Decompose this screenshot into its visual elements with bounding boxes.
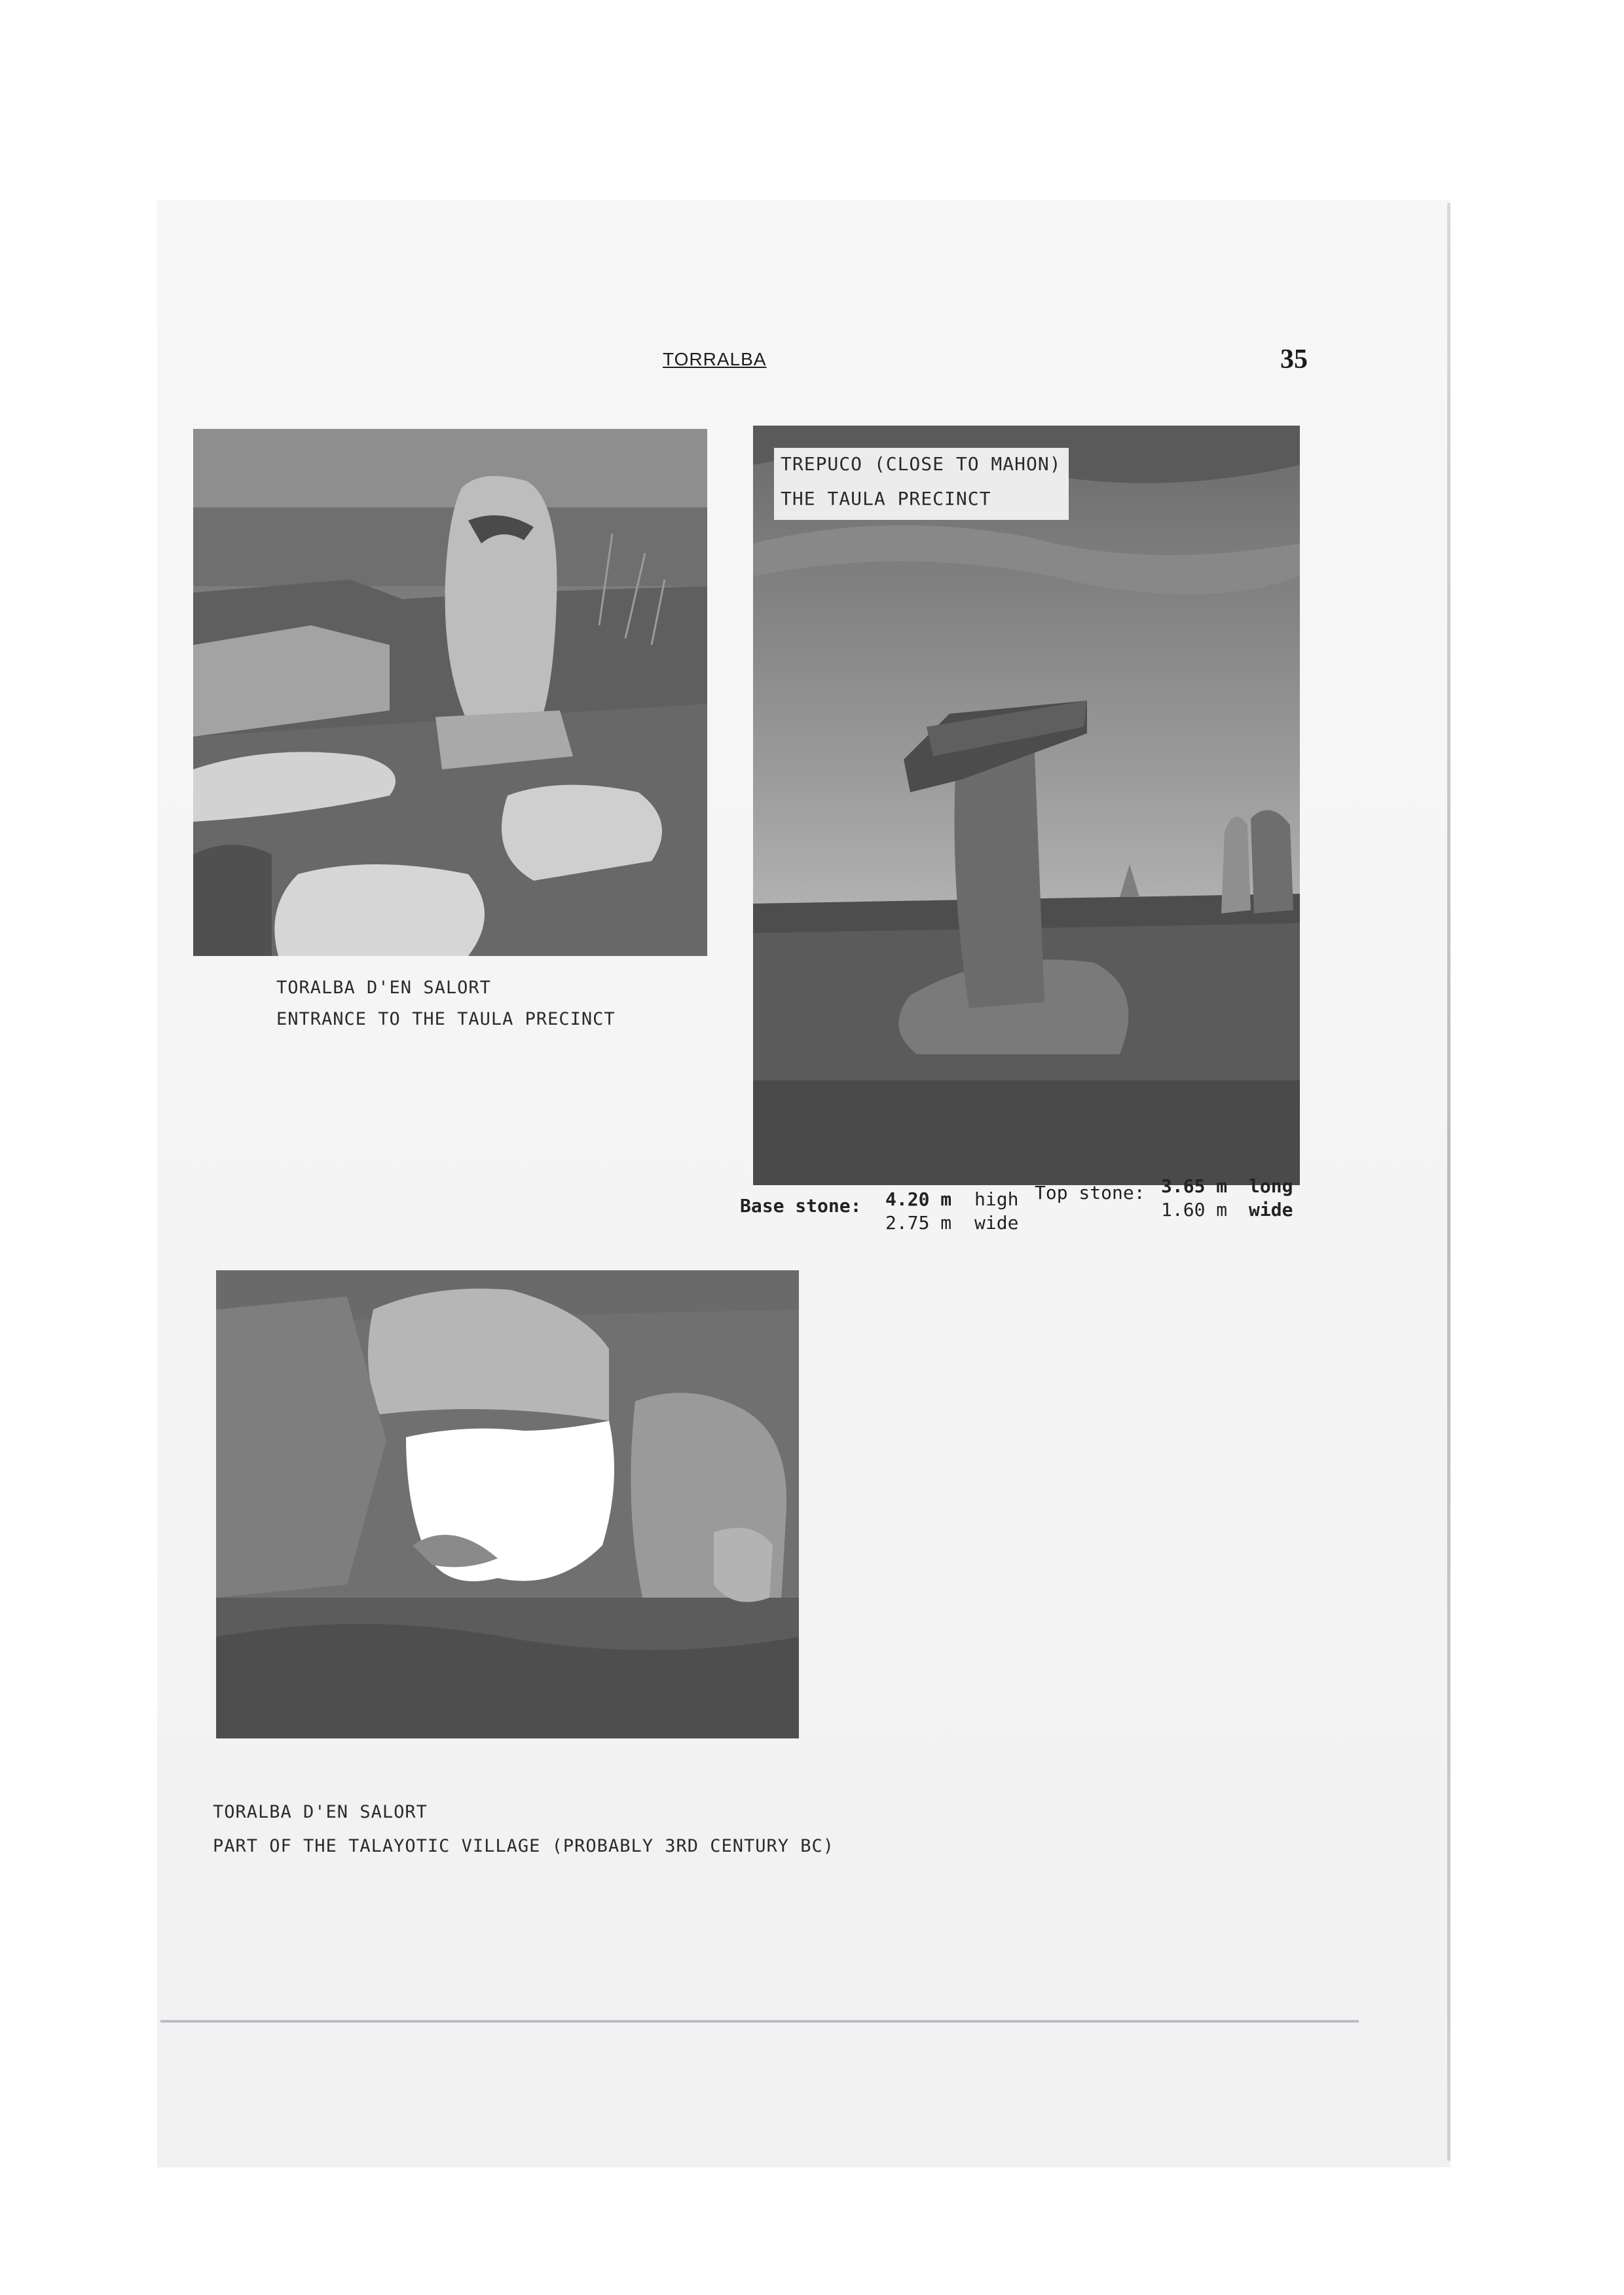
- photo-taula-entrance: [193, 429, 707, 956]
- base-stone-label: Base stone:: [740, 1195, 862, 1217]
- base-stone-width-unit: wide: [974, 1212, 1019, 1234]
- caption-bottom-line2: PART OF THE TALAYOTIC VILLAGE (PROBABLY 3RD CENTURY BC): [213, 1836, 835, 1856]
- photo-label-line2: THE TAULA PRECINCT: [781, 488, 991, 509]
- photo-trepuco-taula-image: [753, 426, 1300, 1185]
- caption-top-left-line1: TORALBA D'EN SALORT: [276, 978, 491, 998]
- caption-top-left-line2: ENTRANCE TO THE TAULA PRECINCT: [276, 1009, 616, 1029]
- top-stone-length: 3.65 m: [1161, 1175, 1228, 1197]
- photo-taula-entrance-image: [193, 429, 707, 956]
- photo-talayotic-village: [216, 1270, 799, 1738]
- top-stone-label: Top stone:: [1035, 1182, 1145, 1203]
- base-stone-height-unit: high: [974, 1188, 1019, 1210]
- top-stone-width: 1.60 m: [1161, 1199, 1228, 1221]
- base-stone-height: 4.20 m: [885, 1188, 952, 1210]
- page-number: 35: [1280, 344, 1308, 375]
- photo-trepuco-taula: [753, 426, 1300, 1185]
- top-stone-length-unit: long: [1249, 1175, 1293, 1197]
- photo-talayotic-village-image: [216, 1270, 799, 1738]
- top-stone-width-unit: wide: [1249, 1199, 1293, 1221]
- photo-label-line1: TREPUCO (CLOSE TO MAHON): [781, 453, 1061, 475]
- page-title: TORRALBA: [663, 349, 767, 369]
- caption-bottom-line1: TORALBA D'EN SALORT: [213, 1802, 428, 1822]
- base-stone-width: 2.75 m: [885, 1212, 952, 1234]
- page-edge-shadow: [1447, 203, 1450, 2161]
- page-bottom-edge: [160, 2020, 1359, 2023]
